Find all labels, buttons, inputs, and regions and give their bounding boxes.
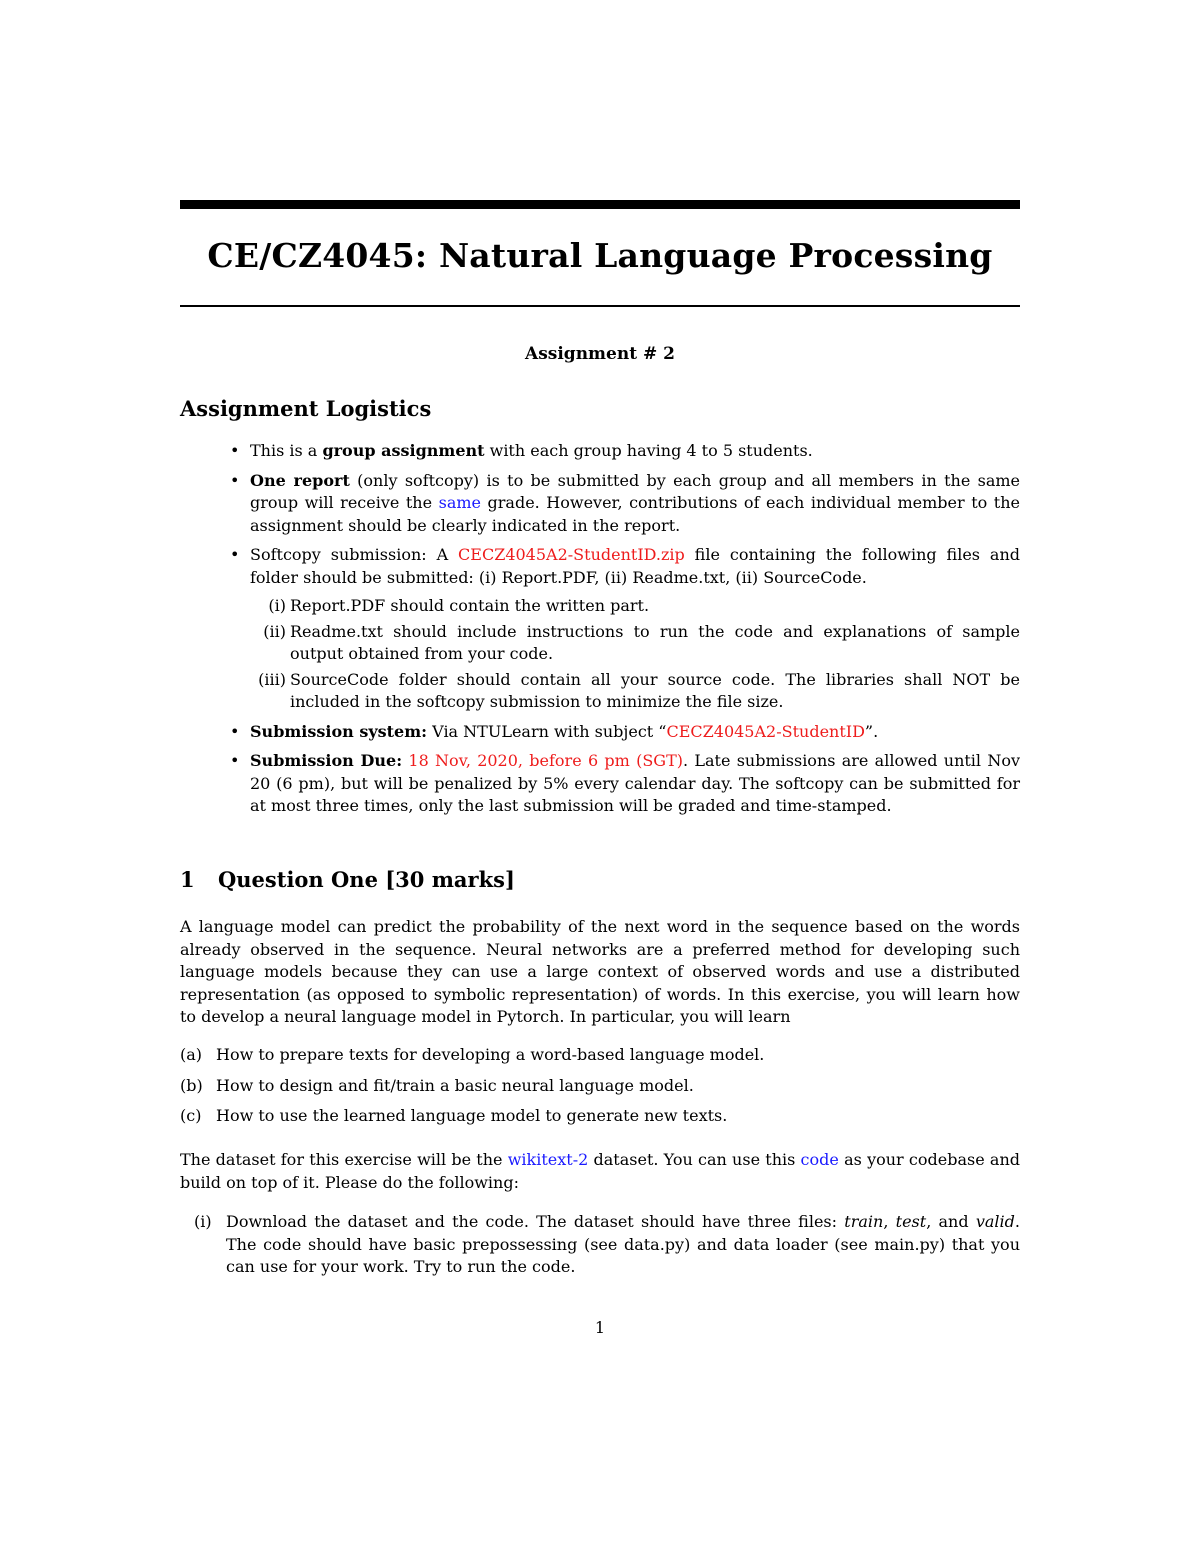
- bullet-submission-due: [180, 750, 1020, 818]
- list-text: How to prepare texts for developing a word-based language model.: [216, 1045, 765, 1064]
- bullet-dot: •: [230, 545, 240, 564]
- list-text: SourceCode folder should contain all your source code. The libraries shall NOT be included in the softcopy submission to minimize the file size.: [290, 669, 1020, 711]
- bullet-text: (only softcopy) is to be submitted by each group and all members in the same group will receive the: [250, 470, 1021, 512]
- section-title: Question One [30 marks]: [218, 867, 515, 892]
- paragraph-text: The dataset for this exercise will be the: [180, 1150, 508, 1169]
- question-one-heading: [180, 867, 515, 892]
- learning-goals-list: [180, 1044, 1020, 1136]
- list-item: [180, 1044, 1020, 1067]
- bullet-bold: Submission Due:: [250, 751, 403, 770]
- list-item: [180, 1075, 1020, 1098]
- wikitext-link[interactable]: wikitext-2: [507, 1150, 589, 1169]
- dataset-paragraph: [180, 1149, 1020, 1194]
- bullet-text: Softcopy submission: A: [250, 545, 459, 564]
- bullet-dot: •: [230, 470, 240, 490]
- code-link[interactable]: code: [800, 1150, 839, 1169]
- list-label: (b): [180, 1075, 203, 1095]
- file-test: test: [895, 1212, 927, 1231]
- list-label: (iii): [258, 669, 286, 689]
- bullet-one-report: [180, 470, 1020, 538]
- bullet-submission-system: [180, 721, 1020, 744]
- page-title: CE/CZ4045: Natural Language Processing: [207, 236, 993, 275]
- bullet-text: grade. However, contributions of each individual member to the assignment should be clearly indicated in the report.: [250, 493, 1020, 535]
- bullet-text: with each group having 4 to 5 students.: [484, 441, 813, 460]
- bullet-text: This is a: [250, 441, 323, 460]
- bullet-text: . Late submissions are allowed until Nov 20 (6 pm), but will be penalized by 5% every calendar day. The softcopy can be submitted for at most three times, only the last submission will be graded and time-stamped.: [250, 751, 1020, 815]
- bullet-bold: group assignment: [322, 441, 485, 460]
- submission-files-list: [250, 595, 1020, 714]
- title-thin-rule: [180, 305, 1020, 307]
- list-text: How to use the learned language model to generate new texts.: [216, 1106, 728, 1125]
- list-label: (i): [268, 596, 286, 615]
- file-train: train: [844, 1212, 884, 1231]
- logistics-list: [180, 440, 1020, 825]
- list-item: [180, 1211, 1020, 1279]
- list-text: ,: [883, 1212, 896, 1231]
- paragraph-text: as your codebase and build on top of it. Please do the following:: [180, 1150, 1020, 1192]
- bullet-bold: Submission system:: [250, 721, 428, 741]
- bullet-softcopy-submission: [180, 544, 1020, 714]
- question-intro-paragraph: A language model can predict the probability of the next word in the sequence based on the words already observed in the sequence. Neural networks are a preferred method for developing such language models because they can use a large context of observed words and use a distributed representation (as opposed to symbolic representation) of words. In this exercise, you will learn how to develop a neural language model in Pytorch. In particular, you will learn: [180, 917, 1020, 1026]
- list-text: . The code should have basic prepossessing (see data.py) and data loader (see main.py) that you can use for your work. Try to run the code.: [226, 1212, 1020, 1276]
- bullet-text: file containing the following files and folder should be submitted: (i) Report.PDF, (ii) Readme.txt, (ii) SourceCode.: [250, 545, 1020, 587]
- list-label: (c): [180, 1106, 202, 1125]
- list-text: Readme.txt should include instructions to run the code and explanations of sample output obtained from your code.: [290, 621, 1020, 663]
- bullet-bold: One report: [250, 470, 350, 490]
- same-link[interactable]: same: [438, 493, 482, 512]
- assignment-subtitle: Assignment # 2: [525, 344, 675, 364]
- list-label: (ii): [263, 621, 286, 641]
- list-item: [250, 669, 1020, 714]
- subject-name: CECZ4045A2-StudentID: [666, 721, 865, 741]
- list-item: [180, 1105, 1020, 1128]
- logistics-heading: Assignment Logistics: [180, 396, 432, 421]
- list-text: How to design and fit/train a basic neural language model.: [216, 1075, 694, 1095]
- zip-filename: CECZ4045A2-StudentID.zip: [458, 545, 685, 564]
- bullet-group-assignment: [180, 440, 1020, 463]
- bullet-text: Via NTULearn with subject “: [427, 721, 667, 741]
- list-item: [250, 595, 1020, 618]
- list-item: [250, 621, 1020, 666]
- steps-list: [180, 1211, 1020, 1279]
- bullet-dot: •: [230, 441, 240, 460]
- list-text: Report.PDF should contain the written part.: [290, 596, 650, 615]
- file-valid: valid: [975, 1212, 1015, 1231]
- list-text: Download the dataset and the code. The dataset should have three files:: [226, 1212, 845, 1231]
- list-label: (a): [180, 1045, 203, 1064]
- list-label: (i): [194, 1212, 212, 1231]
- page-number: 1: [594, 1318, 606, 1337]
- due-date: 18 Nov, 2020, before 6 pm (SGT): [408, 751, 684, 770]
- bullet-dot: •: [230, 751, 240, 770]
- bullet-text: ”.: [864, 721, 879, 741]
- top-thick-rule: [180, 200, 1020, 209]
- paragraph-text: dataset. You can use this: [588, 1150, 801, 1169]
- bullet-dot: •: [230, 721, 240, 741]
- list-text: , and: [926, 1212, 976, 1231]
- section-number: 1: [180, 867, 195, 892]
